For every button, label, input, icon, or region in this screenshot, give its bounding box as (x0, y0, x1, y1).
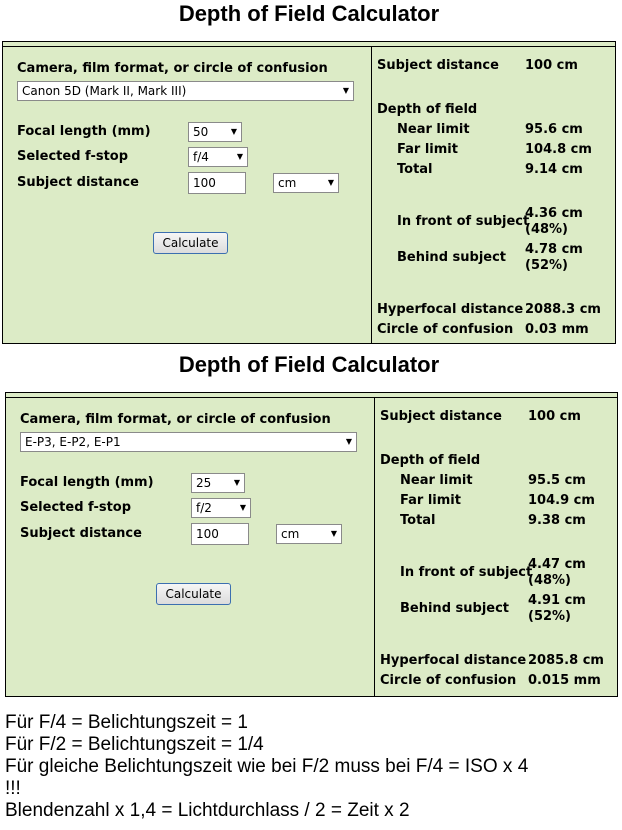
subject-distance-result-value: 100 cm (525, 58, 578, 73)
near-limit-value: 95.5 cm (528, 473, 586, 488)
camera-select-value: Canon 5D (Mark II, Mark III) (22, 84, 187, 98)
focal-length-value: 50 (193, 125, 209, 139)
chevron-down-icon: ▼ (233, 478, 240, 487)
far-limit-value: 104.8 cm (525, 142, 592, 157)
in-front-label: In front of subject (397, 214, 530, 229)
far-limit-label: Far limit (400, 493, 461, 508)
near-limit-label: Near limit (397, 122, 470, 137)
in-front-label: In front of subject (400, 565, 533, 580)
camera-label: Camera, film format, or circle of confusion (17, 61, 328, 76)
note-line: Für F/4 = Belichtungszeit = 1 (5, 712, 248, 733)
camera-select[interactable] (20, 432, 357, 452)
notes-block (5, 712, 528, 822)
chevron-down-icon: ▼ (239, 503, 246, 512)
calculate-button[interactable]: Calculate (156, 583, 231, 605)
calculate-button[interactable]: Calculate (153, 232, 228, 254)
subject-distance-label: Subject distance (20, 526, 142, 541)
fstop-select[interactable] (191, 498, 251, 518)
fstop-label: Selected f-stop (20, 500, 132, 515)
behind-value: 4.91 cm (528, 593, 586, 608)
note-line: Blendenzahl x 1,4 = Lichtdurchlass / 2 = Zeit x 2 (5, 800, 410, 821)
subject-distance-result-label: Subject distance (377, 58, 499, 73)
far-limit-value: 104.9 cm (528, 493, 595, 508)
chevron-down-icon: ▼ (230, 127, 237, 136)
note-line: Für gleiche Belichtungszeit wie bei F/2 muss bei F/4 = ISO x 4 (5, 756, 529, 777)
chevron-down-icon: ▼ (345, 437, 352, 446)
chevron-down-icon: ▼ (330, 529, 337, 538)
total-label: Total (400, 513, 436, 528)
hyperfocal-label: Hyperfocal distance (377, 302, 524, 317)
in-front-value: 4.36 cm (525, 206, 583, 221)
distance-unit-value: cm (278, 176, 297, 190)
in-front-percent: (48%) (528, 573, 571, 588)
in-front-percent: (48%) (525, 222, 568, 237)
hyperfocal-label: Hyperfocal distance (380, 653, 527, 668)
subject-distance-input[interactable]: 100 (191, 523, 249, 545)
calculator-frame (5, 392, 618, 697)
depth-of-field-heading: Depth of field (380, 453, 481, 468)
behind-percent: (52%) (525, 258, 568, 273)
in-front-value: 4.47 cm (528, 557, 586, 572)
behind-label: Behind subject (400, 601, 510, 616)
fstop-value: f/2 (196, 501, 212, 515)
chevron-down-icon: ▼ (342, 86, 349, 95)
fstop-label: Selected f-stop (17, 149, 129, 164)
focal-length-label: Focal length (mm) (17, 124, 151, 139)
fstop-select[interactable] (188, 147, 248, 167)
total-value: 9.38 cm (528, 513, 586, 528)
distance-unit-select[interactable] (276, 524, 342, 544)
total-value: 9.14 cm (525, 162, 583, 177)
near-limit-value: 95.6 cm (525, 122, 583, 137)
behind-percent: (52%) (528, 609, 571, 624)
calculator-frame (2, 41, 616, 344)
coc-value: 0.015 mm (528, 673, 601, 688)
subject-distance-label: Subject distance (17, 175, 139, 190)
chevron-down-icon: ▼ (327, 178, 334, 187)
subject-distance-result-label: Subject distance (380, 409, 502, 424)
coc-label: Circle of confusion (380, 673, 517, 688)
distance-unit-select[interactable] (273, 173, 339, 193)
focal-length-select[interactable] (191, 473, 245, 493)
coc-label: Circle of confusion (377, 322, 514, 337)
note-line: Für F/2 = Belichtungszeit = 1/4 (5, 734, 264, 755)
behind-value: 4.78 cm (525, 242, 583, 257)
distance-unit-value: cm (281, 527, 300, 541)
near-limit-label: Near limit (400, 473, 473, 488)
hyperfocal-value: 2088.3 cm (525, 302, 601, 317)
calculator-title: Depth of Field Calculator (178, 1, 440, 26)
dof-calculator-2 (0, 350, 622, 700)
subject-distance-result-value: 100 cm (528, 409, 581, 424)
note-line: !!! (5, 778, 21, 799)
depth-of-field-heading: Depth of field (377, 102, 478, 117)
behind-label: Behind subject (397, 250, 507, 265)
calculator-title: Depth of Field Calculator (178, 352, 440, 377)
coc-value: 0.03 mm (525, 322, 589, 337)
dof-calculator-1 (0, 0, 622, 345)
camera-label: Camera, film format, or circle of confusion (20, 412, 331, 427)
focal-length-value: 25 (196, 476, 212, 490)
subject-distance-input[interactable]: 100 (188, 172, 246, 194)
hyperfocal-value: 2085.8 cm (528, 653, 604, 668)
fstop-value: f/4 (193, 150, 209, 164)
results-panel (375, 398, 617, 696)
focal-length-select[interactable] (188, 122, 242, 142)
far-limit-label: Far limit (397, 142, 458, 157)
input-panel (6, 398, 375, 696)
camera-select[interactable] (17, 81, 354, 101)
chevron-down-icon: ▼ (236, 152, 243, 161)
camera-select-value: E-P3, E-P2, E-P1 (25, 435, 121, 449)
input-panel (3, 47, 372, 343)
total-label: Total (397, 162, 433, 177)
results-panel (372, 47, 615, 343)
focal-length-label: Focal length (mm) (20, 475, 154, 490)
